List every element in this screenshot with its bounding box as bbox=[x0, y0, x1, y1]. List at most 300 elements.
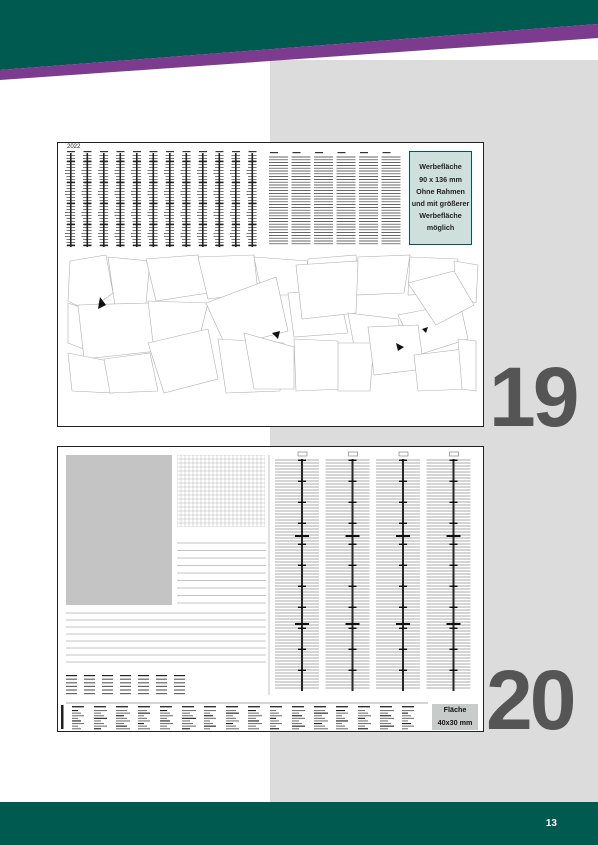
day-tick-left bbox=[247, 215, 252, 216]
day-tick-left bbox=[215, 206, 219, 207]
table-cell bbox=[94, 723, 104, 724]
day-tick-right bbox=[121, 185, 125, 186]
day-tick-right bbox=[237, 221, 241, 222]
day-tick-left bbox=[181, 215, 186, 216]
day-tick-right bbox=[253, 179, 257, 180]
week-mark bbox=[249, 224, 257, 226]
table-header-cell bbox=[402, 706, 414, 707]
day-tick-left bbox=[215, 164, 219, 165]
day-tick-left bbox=[133, 179, 137, 180]
day-tick-right bbox=[187, 167, 191, 168]
week-separator bbox=[399, 460, 407, 462]
day-tick-right bbox=[121, 155, 125, 156]
day-tick-right bbox=[220, 209, 224, 210]
desk-pad-20-sheet bbox=[57, 446, 484, 732]
week-mark bbox=[100, 224, 108, 226]
day-tick-right bbox=[253, 227, 257, 228]
day-tick-left bbox=[197, 194, 202, 195]
key-table-cell bbox=[102, 686, 113, 687]
day-tick-left bbox=[199, 158, 203, 159]
day-tick-left bbox=[100, 167, 104, 168]
week-mark bbox=[133, 182, 141, 184]
day-tick-left bbox=[248, 230, 252, 231]
day-tick-right bbox=[171, 212, 175, 213]
day-tick-left bbox=[215, 176, 219, 177]
day-tick-right bbox=[171, 179, 175, 180]
day-tick-left bbox=[149, 167, 153, 168]
day-tick-right bbox=[88, 167, 92, 168]
day-tick-left bbox=[215, 185, 219, 186]
day-tick-right bbox=[88, 230, 92, 231]
table-cell bbox=[138, 726, 147, 727]
day-tick-right bbox=[204, 176, 208, 177]
key-table-cell bbox=[174, 689, 185, 690]
day-tick-left bbox=[149, 185, 153, 186]
day-tick-right bbox=[154, 209, 158, 210]
month-strip-bar bbox=[120, 153, 122, 247]
day-tick-left bbox=[182, 239, 186, 240]
day-tick-right bbox=[105, 206, 109, 207]
day-tick-right bbox=[105, 239, 109, 240]
day-tick-left bbox=[148, 236, 153, 237]
day-tick-left bbox=[182, 164, 186, 165]
day-tick-left bbox=[67, 188, 71, 189]
day-tick-right bbox=[72, 158, 76, 159]
day-tick-left bbox=[65, 173, 70, 174]
table-cell bbox=[116, 710, 127, 711]
day-tick-right bbox=[204, 239, 208, 240]
day-tick-left bbox=[133, 158, 137, 159]
key-table-cell bbox=[120, 679, 131, 680]
day-tick-left bbox=[100, 197, 104, 198]
day-tick-left bbox=[133, 227, 137, 228]
week-separator bbox=[349, 565, 357, 567]
day-tick-left bbox=[215, 179, 219, 180]
week-mark bbox=[166, 245, 174, 247]
month-strip-header bbox=[100, 151, 108, 152]
ad-box-line-1: Werbefläche bbox=[419, 162, 462, 172]
day-tick-right bbox=[171, 218, 175, 219]
day-tick-left bbox=[215, 200, 219, 201]
pattern-polygon bbox=[104, 353, 158, 393]
day-tick-left bbox=[248, 176, 252, 177]
key-table-cell bbox=[138, 693, 149, 694]
week-separator bbox=[298, 544, 306, 546]
day-tick-left bbox=[149, 230, 153, 231]
table-cell bbox=[182, 728, 190, 729]
day-tick-right bbox=[121, 194, 125, 195]
table-cell bbox=[292, 713, 299, 714]
week-mark bbox=[216, 245, 224, 247]
day-tick-left bbox=[248, 242, 252, 243]
day-tick-right bbox=[187, 242, 191, 243]
week-mark bbox=[150, 203, 158, 205]
table-cell bbox=[116, 715, 124, 716]
table-cell bbox=[248, 728, 259, 729]
day-tick-left bbox=[82, 236, 87, 237]
table-cell bbox=[314, 715, 322, 716]
day-tick-right bbox=[220, 191, 224, 192]
table-cell bbox=[336, 723, 342, 724]
day-tick-left bbox=[230, 170, 235, 171]
key-table-cell bbox=[120, 693, 131, 694]
day-tick-left bbox=[181, 170, 186, 171]
day-tick-right bbox=[154, 158, 158, 159]
day-tick-right bbox=[88, 188, 92, 189]
day-tick-left bbox=[199, 218, 203, 219]
day-tick-left bbox=[149, 206, 153, 207]
month-strip-header bbox=[84, 151, 92, 152]
day-tick-right bbox=[171, 176, 175, 177]
day-tick-right bbox=[154, 239, 158, 240]
table-cell bbox=[314, 726, 325, 727]
day-tick-left bbox=[82, 212, 87, 213]
day-tick-right bbox=[88, 242, 92, 243]
day-tick-right bbox=[88, 221, 92, 222]
abstract-polygon-pattern bbox=[66, 255, 478, 421]
day-tick-left bbox=[215, 209, 219, 210]
table-cell bbox=[292, 728, 299, 729]
day-tick-left bbox=[100, 206, 104, 207]
day-tick-right bbox=[220, 236, 224, 237]
table-header-cell bbox=[292, 706, 304, 707]
day-tick-left bbox=[215, 230, 219, 231]
day-tick-left bbox=[148, 173, 153, 174]
day-tick-right bbox=[88, 227, 92, 228]
table-cell bbox=[182, 720, 190, 721]
day-tick-left bbox=[100, 218, 104, 219]
day-tick-right bbox=[204, 170, 208, 171]
day-tick-left bbox=[67, 167, 71, 168]
week-separator bbox=[349, 649, 357, 651]
day-tick-right bbox=[154, 233, 158, 234]
table-header-cell bbox=[380, 706, 392, 707]
table-cell bbox=[270, 715, 282, 716]
week-mark bbox=[133, 161, 141, 163]
day-tick-left bbox=[148, 212, 153, 213]
week-separator bbox=[298, 649, 306, 651]
day-tick-right bbox=[88, 158, 92, 159]
day-tick-right bbox=[171, 233, 175, 234]
key-table-cell bbox=[84, 689, 95, 690]
day-tick-right bbox=[138, 170, 142, 171]
day-tick-left bbox=[133, 209, 137, 210]
table-header-cell bbox=[116, 706, 128, 707]
day-tick-right bbox=[237, 191, 241, 192]
day-tick-left bbox=[248, 239, 252, 240]
day-tick-left bbox=[166, 164, 170, 165]
table-cell bbox=[160, 710, 167, 711]
day-tick-left bbox=[133, 206, 137, 207]
day-tick-left bbox=[100, 164, 104, 165]
table-cell bbox=[160, 715, 173, 716]
day-tick-left bbox=[149, 221, 153, 222]
day-tick-left bbox=[181, 212, 186, 213]
day-tick-left bbox=[215, 221, 219, 222]
table-cell bbox=[116, 726, 127, 727]
day-tick-left bbox=[247, 233, 252, 234]
week-mark bbox=[117, 245, 125, 247]
table-cell bbox=[94, 715, 104, 716]
day-tick-left bbox=[166, 167, 170, 168]
day-tick-left bbox=[83, 206, 87, 207]
day-tick-right bbox=[154, 164, 158, 165]
day-tick-left bbox=[166, 221, 170, 222]
day-tick-right bbox=[187, 230, 191, 231]
day-tick-left bbox=[67, 227, 71, 228]
day-tick-right bbox=[72, 212, 76, 213]
week-mark bbox=[133, 224, 141, 226]
table-cell bbox=[358, 718, 365, 719]
day-tick-left bbox=[182, 179, 186, 180]
week-separator bbox=[450, 544, 458, 546]
day-tick-right bbox=[88, 239, 92, 240]
day-tick-right bbox=[237, 197, 241, 198]
day-tick-right bbox=[154, 200, 158, 201]
day-tick-left bbox=[248, 197, 252, 198]
table-cell bbox=[204, 710, 216, 711]
day-tick-left bbox=[215, 218, 219, 219]
day-tick-right bbox=[88, 212, 92, 213]
day-tick-left bbox=[164, 236, 169, 237]
day-tick-left bbox=[215, 167, 219, 168]
day-tick-left bbox=[65, 212, 70, 213]
day-tick-left bbox=[67, 164, 71, 165]
day-tick-right bbox=[154, 191, 158, 192]
day-tick-right bbox=[154, 242, 158, 243]
table-cell bbox=[336, 720, 348, 721]
day-tick-left bbox=[133, 185, 137, 186]
day-tick-left bbox=[67, 230, 71, 231]
table-cell bbox=[94, 728, 101, 729]
day-tick-right bbox=[171, 239, 175, 240]
day-tick-right bbox=[121, 212, 125, 213]
day-tick-left bbox=[214, 212, 219, 213]
day-tick-right bbox=[237, 194, 241, 195]
day-tick-left bbox=[116, 185, 120, 186]
table-cell bbox=[358, 723, 371, 724]
day-tick-left bbox=[182, 221, 186, 222]
day-tick-left bbox=[131, 170, 136, 171]
day-tick-right bbox=[88, 215, 92, 216]
day-tick-right bbox=[105, 242, 109, 243]
week-separator bbox=[450, 523, 458, 525]
day-tick-right bbox=[204, 191, 208, 192]
week-separator bbox=[399, 523, 407, 525]
day-tick-right bbox=[253, 164, 257, 165]
week-mark bbox=[84, 161, 92, 163]
day-tick-left bbox=[67, 209, 71, 210]
day-tick-left bbox=[67, 185, 71, 186]
year-calendar-strips bbox=[65, 151, 257, 247]
day-tick-left bbox=[164, 215, 169, 216]
day-tick-left bbox=[248, 179, 252, 180]
day-tick-left bbox=[83, 185, 87, 186]
week-mark bbox=[183, 245, 191, 247]
day-tick-left bbox=[133, 218, 137, 219]
day-tick-right bbox=[204, 188, 208, 189]
day-tick-right bbox=[220, 194, 224, 195]
day-tick-left bbox=[149, 158, 153, 159]
day-tick-left bbox=[98, 173, 103, 174]
day-tick-left bbox=[230, 191, 235, 192]
day-tick-right bbox=[187, 218, 191, 219]
week-mark bbox=[232, 245, 240, 247]
day-tick-right bbox=[72, 242, 76, 243]
day-tick-left bbox=[116, 188, 120, 189]
day-tick-right bbox=[187, 170, 191, 171]
week-separator bbox=[349, 481, 357, 483]
day-tick-right bbox=[220, 215, 224, 216]
day-tick-right bbox=[154, 227, 158, 228]
table-cell bbox=[270, 718, 276, 719]
day-tick-left bbox=[166, 230, 170, 231]
day-tick-right bbox=[88, 164, 92, 165]
day-tick-right bbox=[237, 236, 241, 237]
day-tick-right bbox=[72, 197, 76, 198]
table-cell bbox=[182, 715, 193, 716]
day-tick-left bbox=[116, 176, 120, 177]
table-cell bbox=[336, 718, 345, 719]
day-tick-right bbox=[121, 179, 125, 180]
week-separator bbox=[450, 565, 458, 567]
key-table-cell bbox=[66, 682, 77, 683]
day-tick-left bbox=[83, 239, 87, 240]
day-tick-left bbox=[232, 185, 236, 186]
day-tick-left bbox=[115, 191, 120, 192]
day-tick-left bbox=[248, 218, 252, 219]
day-tick-left bbox=[115, 215, 120, 216]
day-tick-left bbox=[248, 158, 252, 159]
day-tick-right bbox=[171, 158, 175, 159]
day-tick-right bbox=[171, 236, 175, 237]
day-tick-right bbox=[88, 176, 92, 177]
day-tick-right bbox=[88, 179, 92, 180]
week-mark bbox=[150, 161, 158, 163]
day-tick-right bbox=[105, 221, 109, 222]
table-cell bbox=[336, 710, 345, 711]
day-tick-left bbox=[65, 215, 70, 216]
month-separator bbox=[346, 623, 360, 625]
day-tick-left bbox=[131, 194, 136, 195]
day-tick-right bbox=[171, 188, 175, 189]
week-mark bbox=[232, 161, 240, 163]
week-separator bbox=[399, 544, 407, 546]
month-strip-header bbox=[133, 151, 141, 152]
day-tick-right bbox=[220, 164, 224, 165]
table-cell bbox=[160, 713, 170, 714]
day-tick-right bbox=[171, 185, 175, 186]
page-number: 13 bbox=[545, 818, 557, 829]
day-tick-left bbox=[149, 197, 153, 198]
table-cell bbox=[402, 718, 414, 719]
month-strip-header bbox=[117, 151, 125, 152]
month-separator bbox=[295, 623, 309, 625]
day-tick-left bbox=[230, 173, 235, 174]
day-tick-right bbox=[121, 188, 125, 189]
column-header bbox=[293, 152, 301, 153]
table-cell bbox=[248, 726, 256, 727]
day-tick-left bbox=[199, 242, 203, 243]
day-tick-left bbox=[133, 242, 137, 243]
day-tick-right bbox=[105, 200, 109, 201]
day-tick-right bbox=[204, 158, 208, 159]
pattern-polygon bbox=[356, 255, 410, 295]
calendar-year: 2022 bbox=[67, 144, 81, 150]
week-mark bbox=[84, 203, 92, 205]
day-tick-left bbox=[82, 215, 87, 216]
day-tick-right bbox=[72, 179, 76, 180]
month-strip-header bbox=[249, 151, 257, 152]
key-table-cell bbox=[174, 679, 185, 680]
day-tick-right bbox=[220, 239, 224, 240]
day-tick-right bbox=[237, 185, 241, 186]
day-tick-left bbox=[131, 233, 136, 234]
day-tick-left bbox=[199, 188, 203, 189]
day-tick-right bbox=[72, 215, 76, 216]
day-tick-left bbox=[232, 200, 236, 201]
day-tick-right bbox=[72, 167, 76, 168]
day-tick-right bbox=[237, 179, 241, 180]
day-tick-left bbox=[149, 227, 153, 228]
day-tick-right bbox=[154, 185, 158, 186]
day-tick-left bbox=[131, 236, 136, 237]
day-tick-right bbox=[187, 155, 191, 156]
day-tick-left bbox=[197, 212, 202, 213]
day-tick-right bbox=[204, 236, 208, 237]
day-tick-right bbox=[220, 167, 224, 168]
day-tick-left bbox=[248, 167, 252, 168]
day-tick-right bbox=[171, 227, 175, 228]
day-tick-left bbox=[182, 206, 186, 207]
year-header-box bbox=[399, 452, 408, 456]
day-tick-left bbox=[214, 215, 219, 216]
month-strip-bar bbox=[70, 153, 72, 247]
week-mark bbox=[183, 182, 191, 184]
day-tick-left bbox=[83, 197, 87, 198]
week-separator bbox=[349, 607, 357, 609]
desk-pad-20-artwork bbox=[58, 447, 484, 732]
day-tick-left bbox=[214, 191, 219, 192]
product-number-20: 20 bbox=[486, 653, 574, 747]
table-cell bbox=[138, 720, 150, 721]
table-header-cell bbox=[182, 706, 194, 707]
ad-box-line-5: Werbefläche bbox=[419, 211, 462, 221]
day-tick-left bbox=[232, 197, 236, 198]
week-separator bbox=[298, 628, 306, 630]
column-header bbox=[383, 152, 391, 153]
table-cell bbox=[138, 723, 144, 724]
week-mark bbox=[249, 161, 257, 163]
day-tick-left bbox=[215, 227, 219, 228]
day-tick-left bbox=[100, 176, 104, 177]
multi-year-calendar-columns bbox=[275, 452, 471, 691]
table-cell bbox=[292, 720, 299, 721]
day-tick-left bbox=[83, 155, 87, 156]
day-tick-right bbox=[220, 179, 224, 180]
day-tick-right bbox=[171, 155, 175, 156]
table-cell bbox=[358, 726, 365, 727]
day-tick-left bbox=[248, 206, 252, 207]
year-header-box bbox=[450, 452, 459, 456]
day-tick-right bbox=[121, 206, 125, 207]
table-cell bbox=[160, 718, 167, 719]
day-tick-right bbox=[154, 206, 158, 207]
day-tick-right bbox=[72, 164, 76, 165]
key-table-cell bbox=[102, 675, 113, 676]
key-table-cell bbox=[174, 686, 185, 687]
month-strip-bar bbox=[219, 153, 221, 247]
